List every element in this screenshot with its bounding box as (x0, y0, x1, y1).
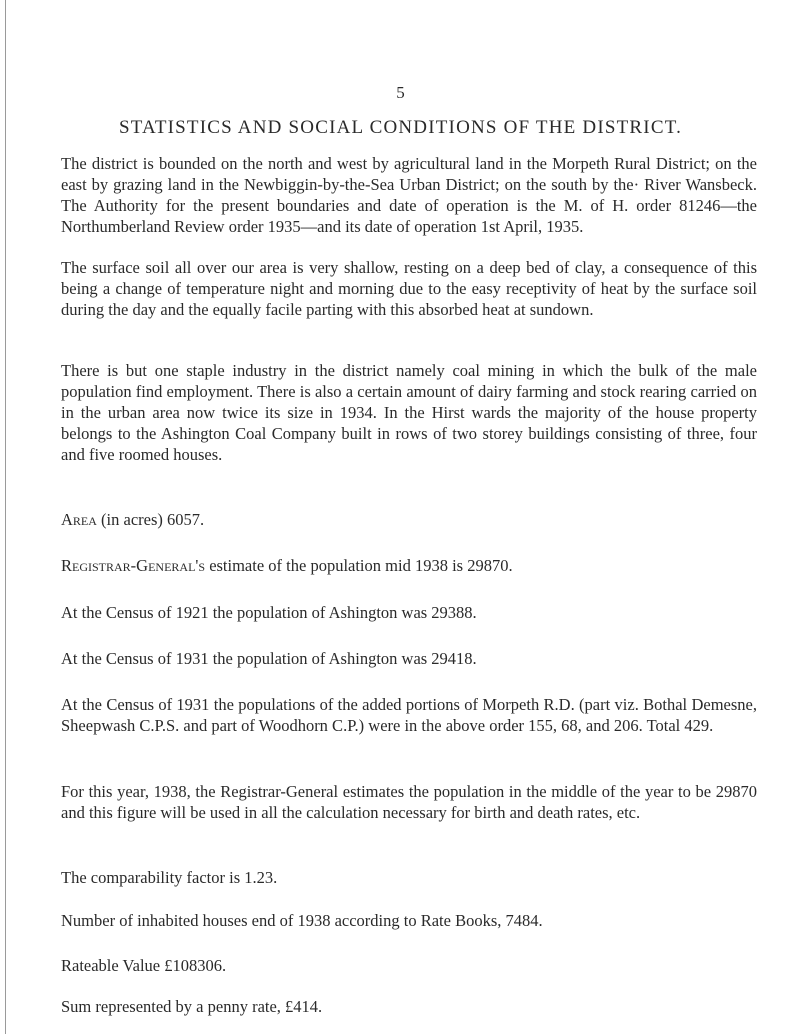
paragraph-boundaries: The district is bounded on the north and west by agricultural land in the Morpeth Rural District; on the east by grazing land in the Newbiggin-by-the-Sea Urban District; on the south by the· River Wansbeck. The Authority for the present boundaries and date of operation is the M. of H. order 81246—the Northumberland Review order 1935—and its date of operation 1st April, 1935. (61, 154, 757, 236)
paragraph-penny-rate: Sum represented by a penny rate, £414. (61, 997, 323, 1016)
registrar-value: estimate of the population mid 1938 is 29870. (209, 556, 513, 575)
paragraph-added-portions: At the Census of 1931 the populations of the added portions of Morpeth R.D. (part viz. Bothal Demesne, Sheepwash C.P.S. and part of Woodhorn C.P.) were in the above order 155, 68, and 206. Total 429. (61, 695, 757, 735)
paragraph-area (61, 509, 757, 530)
paragraph-industry: There is but one staple industry in the district namely coal mining in which the bulk of the male population find employment. There is also a certain amount of dairy farming and stock rearing carried on in the urban area now twice its size in 1934. In the Hirst wards the majority of the house property belongs to the Ashington Coal Company built in rows of two storey buildings consisting of three, four and five roomed houses. (61, 361, 757, 464)
paragraph-comparability: The comparability factor is 1.23. (61, 868, 278, 887)
page-title: STATISTICS AND SOCIAL CONDITIONS OF THE DISTRICT. (118, 117, 683, 138)
paragraph-rateable-value: Rateable Value £108306. (61, 956, 227, 975)
area-value: (in acres) 6057. (101, 510, 205, 529)
page-number: 5 (396, 83, 405, 102)
paragraph-estimate-1938: For this year, 1938, the Registrar-General estimates the population in the middle of the year to be 29870 and this figure will be used in all the calculation necessary for birth and death rates, etc. (61, 782, 757, 822)
paragraph-soil: The surface soil all over our area is very shallow, resting on a deep bed of clay, a consequence of this being a change of temperature night and morning due to the easy receptivity of heat by the surface soil during the day and the equally facile parting with this absorbed heat at sundown. (61, 258, 757, 319)
area-label: Area (61, 510, 97, 529)
page-edge-line (5, 0, 6, 1034)
paragraph-houses: Number of inhabited houses end of 1938 according to Rate Books, 7484. (61, 911, 543, 930)
paragraph-census-1921: At the Census of 1921 the population of Ashington was 29388. (61, 603, 477, 622)
paragraph-census-1931: At the Census of 1931 the population of Ashington was 29418. (61, 649, 477, 668)
registrar-label: Registrar-General's (61, 556, 206, 575)
paragraph-registrar-estimate (61, 555, 757, 576)
